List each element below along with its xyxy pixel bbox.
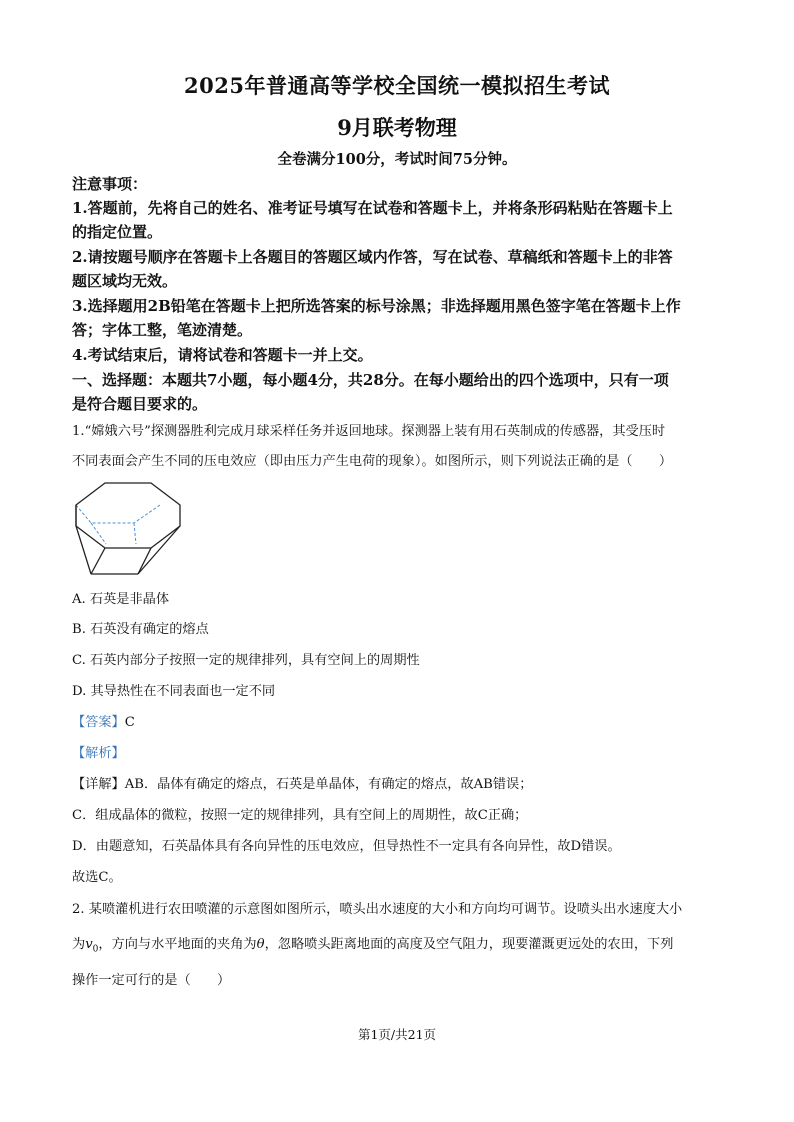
q2-line-2-mid: ，方向与水平地面的夹角为 <box>98 937 257 952</box>
q2-line-2-prefix: 为 <box>72 937 86 952</box>
quartz-hexagonal-prism-figure <box>72 478 184 580</box>
option-d: D. 其导热性在不同表面也一定不同 <box>72 684 276 699</box>
notice-item-2-line-1: 2.请按题号顺序在答题卡上各题目的答题区域内作答，写在试卷、草稿纸和答题卡上的非答 <box>72 248 673 266</box>
section-heading-line-2: 是符合题目要求的。 <box>72 395 208 413</box>
theta-symbol: θ <box>256 937 265 952</box>
question-2-line-3: 操作一定可行的是（ ） <box>72 973 231 988</box>
option-b: B. 石英没有确定的熔点 <box>72 622 209 637</box>
visible-edges <box>76 483 180 574</box>
section-heading-line-1: 一、选择题：本题共7小题，每小题4分，共28分。在每小题给出的四个选项中，只有一项 <box>72 371 669 389</box>
option-c: C. 石英内部分子按照一定的规律排列，具有空间上的周期性 <box>72 653 420 668</box>
question-1-line-2: 不同表面会产生不同的压电效应（即由压力产生电荷的现象）。如图所示，则下列说法正确的是（ ） <box>72 454 673 469</box>
notice-item-2-line-2: 题区域均无效。 <box>72 272 178 290</box>
notice-item-3-line-2: 答；字体工整，笔迹清楚。 <box>72 321 253 339</box>
detail-line-1: 【详解】AB．晶体有确定的熔点，石英是单晶体，有确定的熔点，故AB错误； <box>72 777 533 792</box>
analysis-tag: 【解析】 <box>72 746 125 761</box>
detail-line-2: C．组成晶体的微粒，按照一定的规律排列，具有空间上的周期性，故C正确； <box>72 808 528 823</box>
answer-line <box>72 713 135 733</box>
notice-item-3-line-1: 3.选择题用2B铅笔在答题卡上把所选答案的标号涂黑；非选择题用黑色签字笔在答题卡上作 <box>72 297 681 315</box>
q2-line-2-suffix: ，忽略喷头距离地面的高度及空气阻力，现要灌溉更远处的农田，下列 <box>264 937 674 952</box>
question-2-line-1: 2. 某喷灌机进行农田喷灌的示意图如图所示，喷头出水速度的大小和方向均可调节。设喷头出水速度大小 <box>72 902 683 917</box>
exam-info: 全卷满分100分，考试时间75分钟。 <box>277 151 517 168</box>
hidden-edges <box>76 505 160 544</box>
answer-value: C <box>124 715 135 730</box>
page-number: 第1页/共21页 <box>357 1027 437 1042</box>
notice-item-1-line-1: 1.答题前，先将自己的姓名、准考证号填写在试卷和答题卡上，并将条形码粘贴在答题卡上 <box>72 199 673 217</box>
exam-subject-title: 9月联考物理 <box>337 115 457 140</box>
question-1-line-1: 1.“嫦娥六号”探测器胜利完成月球采样任务并返回地球。探测器上装有用石英制成的传感器，其受压时 <box>72 424 666 439</box>
option-a: A. 石英是非晶体 <box>72 592 170 607</box>
notice-item-4: 4.考试结束后，请将试卷和答题卡一并上交。 <box>72 346 373 364</box>
question-2-line-2 <box>72 935 673 960</box>
conclusion: 故选C。 <box>72 870 122 885</box>
v0-symbol: v <box>85 937 93 952</box>
v0-subscript: 0 <box>92 944 99 955</box>
notice-item-1-line-2: 的指定位置。 <box>72 223 163 241</box>
exam-title: 2025年普通高等学校全国统一模拟招生考试 <box>184 73 610 98</box>
detail-line-3: D．由题意知，石英晶体具有各向异性的压电效应，但导热性不一定具有各向异性，故D错误。 <box>72 839 621 854</box>
answer-tag: 【答案】 <box>72 715 125 730</box>
notice-heading: 注意事项： <box>72 175 148 193</box>
